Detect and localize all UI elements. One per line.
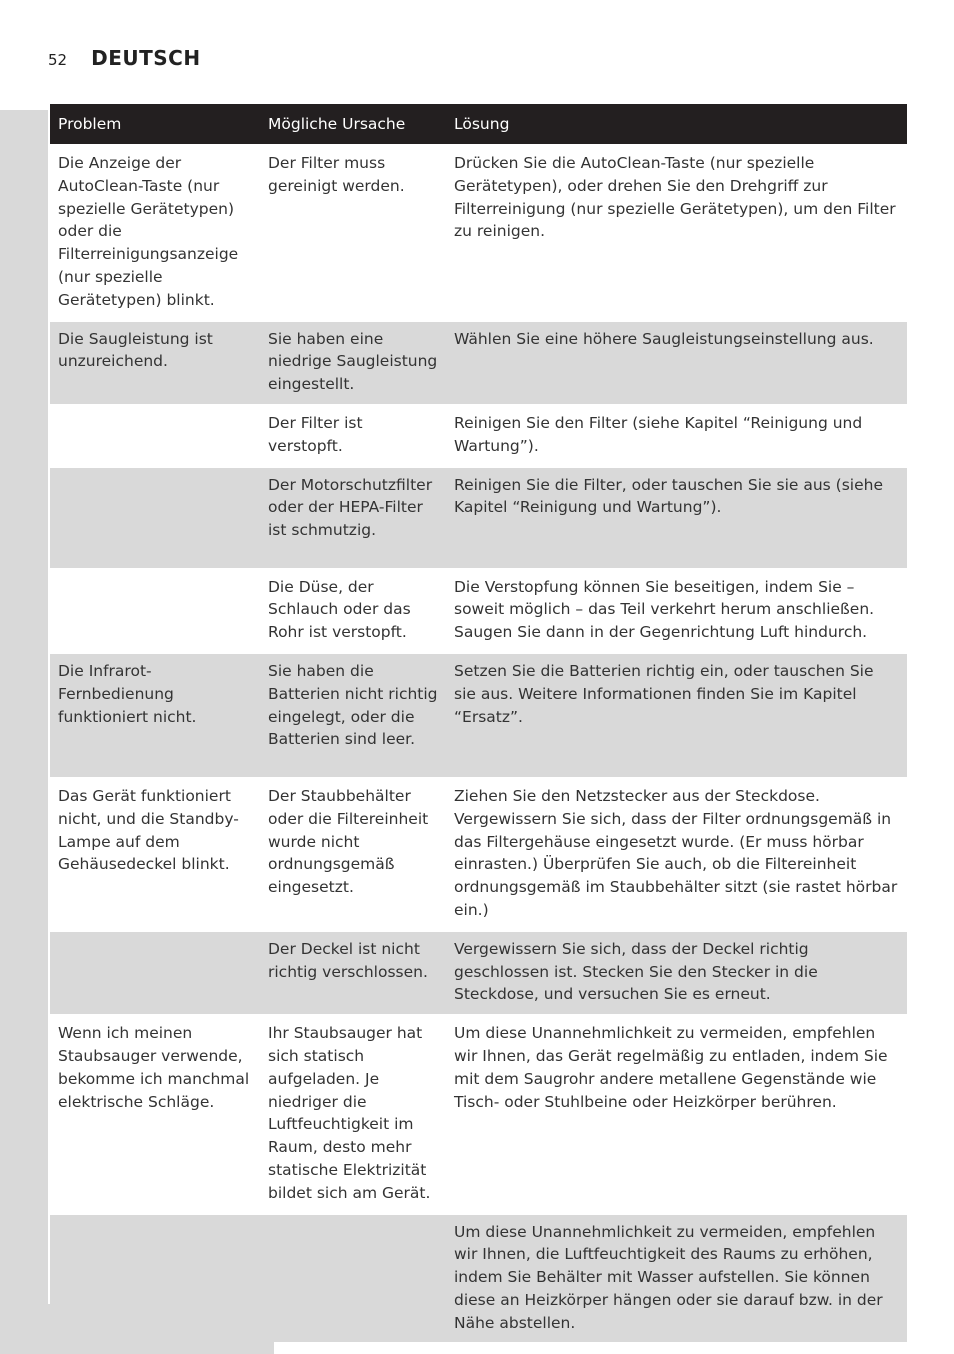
problem-cell: Das Gerät funktioniert nicht, und die Standby-Lampe auf dem Gehäusedeckel blinkt.	[50, 778, 260, 931]
solution-cell: Ziehen Sie den Netzstecker aus der Steckdose. Vergewissern Sie sich, dass der Filter ordnungsgemäß in das Filtergehäuse eingesetzt wurde. (Er muss hörbar einrasten.) Überprüfen Sie auch, ob die Filtereinheit ordnungsgemäß im Staubbehälter sitzt (sie rastet hörbar ein.)	[446, 778, 907, 931]
table-row	[50, 1214, 907, 1343]
table-row	[50, 931, 907, 1015]
cause-cell	[260, 1214, 446, 1343]
problem-cell	[50, 1214, 260, 1343]
table-row	[50, 778, 907, 931]
column-header-solution: Lösung	[446, 104, 907, 145]
table-header-row	[50, 104, 907, 145]
cause-cell: Ihr Staubsauger hat sich statisch aufgeladen. Je niedriger die Luftfeuchtigkeit im Raum, desto mehr statische Elektrizität bildet sich am Gerät.	[260, 1015, 446, 1213]
table-row	[50, 321, 907, 405]
page-title: DEUTSCH	[91, 46, 201, 70]
solution-cell: Reinigen Sie die Filter, oder tauschen Sie sie aus (siehe Kapitel “Reinigung und Wartung”).	[446, 467, 907, 569]
table-row	[50, 1015, 907, 1213]
table-row	[50, 405, 907, 467]
cause-cell: Sie haben eine niedrige Saugleistung eingestellt.	[260, 321, 446, 405]
problem-cell	[50, 569, 260, 653]
solution-cell: Setzen Sie die Batterien richtig ein, oder tauschen Sie sie aus. Weitere Informationen finden Sie im Kapitel “Ersatz”.	[446, 653, 907, 778]
page-header	[48, 46, 201, 70]
problem-cell: Wenn ich meinen Staubsauger verwende, bekomme ich manchmal elektrische Schläge.	[50, 1015, 260, 1213]
table-row	[50, 467, 907, 569]
table-row	[50, 145, 907, 321]
side-margin-bar	[0, 110, 48, 1354]
solution-cell: Wählen Sie eine höhere Saugleistungseinstellung aus.	[446, 321, 907, 405]
cause-cell: Der Filter ist verstopft.	[260, 405, 446, 467]
cause-cell: Der Staubbehälter oder die Filtereinheit wurde nicht ordnungsgemäß eingesetzt.	[260, 778, 446, 931]
page-number: 52	[48, 51, 68, 69]
cause-cell: Sie haben die Batterien nicht richtig eingelegt, oder die Batterien sind leer.	[260, 653, 446, 778]
solution-cell: Reinigen Sie den Filter (siehe Kapitel “Reinigung und Wartung”).	[446, 405, 907, 467]
troubleshooting-table	[50, 104, 907, 1342]
solution-cell: Vergewissern Sie sich, dass der Deckel richtig geschlossen ist. Stecken Sie den Stecker in die Steckdose, und versuchen Sie es erneut.	[446, 931, 907, 1015]
solution-cell: Die Verstopfung können Sie beseitigen, indem Sie – soweit möglich – das Teil verkehrt herum anschließen. Saugen Sie dann in der Gegenrichtung Luft hindurch.	[446, 569, 907, 653]
cause-cell: Die Düse, der Schlauch oder das Rohr ist verstopft.	[260, 569, 446, 653]
problem-cell	[50, 931, 260, 1015]
column-header-cause: Mögliche Ursache	[260, 104, 446, 145]
cause-cell: Der Motorschutzfilter oder der HEPA-Filter ist schmutzig.	[260, 467, 446, 569]
problem-cell: Die Infrarot-Fernbedienung funktioniert nicht.	[50, 653, 260, 778]
cause-cell: Der Deckel ist nicht richtig verschlossen.	[260, 931, 446, 1015]
solution-cell: Drücken Sie die AutoClean-Taste (nur spezielle Gerätetypen), oder drehen Sie den Drehgriff zur Filterreinigung (nur spezielle Gerätetypen), um den Filter zu reinigen.	[446, 145, 907, 321]
problem-cell	[50, 405, 260, 467]
solution-cell: Um diese Unannehmlichkeit zu vermeiden, empfehlen wir Ihnen, das Gerät regelmäßig zu entladen, indem Sie mit dem Saugrohr andere metallene Gegenstände wie Tisch- oder Stuhlbeine oder Heizkörper berühren.	[446, 1015, 907, 1213]
cause-cell: Der Filter muss gereinigt werden.	[260, 145, 446, 321]
table-row	[50, 569, 907, 653]
problem-cell: Die Anzeige der AutoClean-Taste (nur spezielle Gerätetypen) oder die Filterreinigungsanzeige (nur spezielle Gerätetypen) blinkt.	[50, 145, 260, 321]
solution-cell: Um diese Unannehmlichkeit zu vermeiden, empfehlen wir Ihnen, die Luftfeuchtigkeit des Raums zu erhöhen, indem Sie Behälter mit Wasser aufstellen. Sie können diese an Heizkörper hängen oder sie darauf bzw. in der Nähe abstellen.	[446, 1214, 907, 1343]
table-row	[50, 653, 907, 778]
problem-cell: Die Saugleistung ist unzureichend.	[50, 321, 260, 405]
column-header-problem: Problem	[50, 104, 260, 145]
problem-cell	[50, 467, 260, 569]
